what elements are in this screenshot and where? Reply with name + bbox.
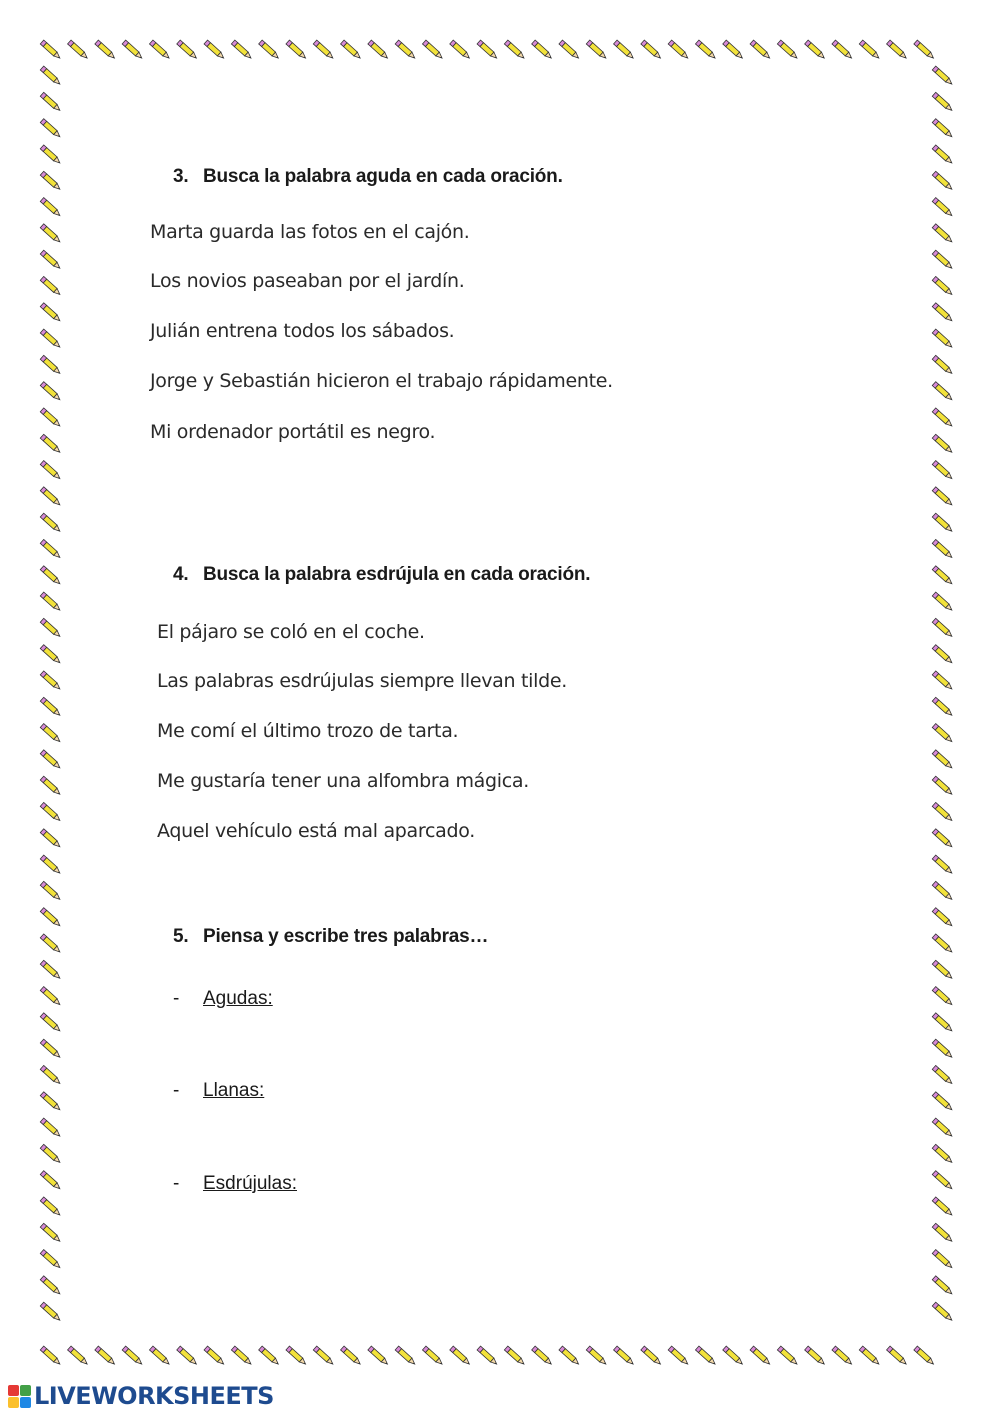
pencil-icon — [40, 566, 61, 586]
pencil-icon — [932, 487, 953, 507]
pencil-icon — [932, 855, 953, 875]
pencil-icon — [40, 802, 61, 822]
pencil-icon — [932, 776, 953, 796]
pencil-icon — [395, 40, 416, 60]
pencil-icon — [887, 1346, 908, 1366]
pencil-icon — [932, 382, 953, 402]
pencil-icon — [932, 566, 953, 586]
pencil-icon — [313, 40, 334, 60]
pencil-icon — [504, 40, 525, 60]
pencil-icon — [668, 40, 689, 60]
pencil-icon — [68, 1346, 89, 1366]
pencil-icon — [723, 40, 744, 60]
pencil-icon — [932, 355, 953, 375]
pencil-icon — [559, 40, 580, 60]
pencil-border-left — [40, 66, 61, 1322]
section-3-sentence-4: Jorge y Sebastián hicieron el trabajo rápidamente. — [150, 370, 613, 392]
pencil-icon — [805, 40, 826, 60]
pencil-icon — [932, 1171, 953, 1191]
pencil-icon — [859, 1346, 880, 1366]
pencil-icon — [586, 1346, 607, 1366]
pencil-icon — [695, 1346, 716, 1366]
section-4-sentence-3: Me comí el último trozo de tarta. — [157, 720, 459, 742]
pencil-icon — [40, 250, 61, 270]
pencil-icon — [40, 1197, 61, 1217]
pencil-icon — [932, 829, 953, 849]
pencil-icon — [932, 1276, 953, 1296]
pencil-icon — [40, 697, 61, 717]
pencil-icon — [95, 40, 116, 60]
pencil-icon — [450, 40, 471, 60]
pencil-icon — [932, 618, 953, 638]
pencil-icon — [932, 1250, 953, 1270]
section-3-sentence-3: Julián entrena todos los sábados. — [150, 320, 455, 342]
pencil-icon — [40, 1171, 61, 1191]
section-4-sentence-4: Me gustaría tener una alfombra mágica. — [157, 770, 529, 792]
pencil-icon — [932, 802, 953, 822]
section-4-heading — [173, 564, 590, 586]
pencil-icon — [40, 645, 61, 665]
pencil-icon — [40, 355, 61, 375]
logo-grid-icon — [8, 1385, 31, 1408]
pencil-icon — [40, 224, 61, 244]
pencil-icon — [559, 1346, 580, 1366]
pencil-icon — [40, 1223, 61, 1243]
pencil-icon — [932, 539, 953, 559]
pencil-icon — [932, 66, 953, 86]
section-3-sentence-2: Los novios paseaban por el jardín. — [150, 270, 465, 292]
pencil-icon — [313, 1346, 334, 1366]
section-4-number: 4. — [173, 564, 189, 585]
pencil-icon — [395, 1346, 416, 1366]
bullet-dash: - — [173, 1080, 180, 1101]
section-3-number: 3. — [173, 166, 189, 187]
pencil-icon — [40, 408, 61, 428]
pencil-icon — [422, 1346, 443, 1366]
pencil-icon — [68, 40, 89, 60]
pencil-icon — [668, 1346, 689, 1366]
pencil-icon — [40, 1346, 61, 1366]
answer-label-agudas: Agudas: — [203, 988, 273, 1009]
pencil-icon — [932, 171, 953, 191]
section-3-heading — [173, 166, 563, 188]
answer-row-llanas[interactable] — [173, 1080, 264, 1102]
pencil-icon — [932, 750, 953, 770]
pencil-icon — [932, 724, 953, 744]
answer-label-llanas: Llanas: — [203, 1080, 265, 1101]
pencil-icon — [723, 1346, 744, 1366]
pencil-icon — [204, 40, 225, 60]
pencil-icon — [932, 908, 953, 928]
pencil-icon — [40, 487, 61, 507]
pencil-icon — [932, 461, 953, 481]
pencil-icon — [887, 40, 908, 60]
section-3-title: Busca la palabra aguda en cada oración. — [203, 166, 563, 187]
pencil-icon — [40, 724, 61, 744]
pencil-icon — [231, 40, 252, 60]
pencil-icon — [832, 1346, 853, 1366]
pencil-icon — [40, 829, 61, 849]
pencil-icon — [614, 1346, 635, 1366]
pencil-icon — [932, 881, 953, 901]
pencil-icon — [641, 40, 662, 60]
logo-square-green — [20, 1385, 31, 1396]
section-3-sentence-1: Marta guarda las fotos en el cajón. — [150, 221, 470, 243]
pencil-icon — [40, 1065, 61, 1085]
pencil-icon — [932, 276, 953, 296]
pencil-icon — [286, 40, 307, 60]
pencil-icon — [932, 987, 953, 1007]
pencil-icon — [422, 40, 443, 60]
pencil-border-bottom — [40, 1346, 935, 1366]
pencil-icon — [40, 592, 61, 612]
pencil-icon — [368, 1346, 389, 1366]
logo-square-blue — [20, 1397, 31, 1408]
pencil-icon — [286, 1346, 307, 1366]
pencil-icon — [777, 40, 798, 60]
pencil-icon — [122, 1346, 143, 1366]
pencil-icon — [40, 855, 61, 875]
pencil-icon — [40, 461, 61, 481]
pencil-icon — [477, 1346, 498, 1366]
section-5-heading — [173, 926, 488, 948]
bullet-dash: - — [173, 1173, 180, 1194]
bullet-dash: - — [173, 988, 180, 1009]
pencil-icon — [40, 539, 61, 559]
section-4-title: Busca la palabra esdrújula en cada oración. — [203, 564, 591, 585]
pencil-icon — [40, 881, 61, 901]
pencil-icon — [932, 513, 953, 533]
pencil-icon — [40, 750, 61, 770]
pencil-icon — [932, 1197, 953, 1217]
pencil-icon — [504, 1346, 525, 1366]
pencil-icon — [40, 145, 61, 165]
pencil-icon — [750, 1346, 771, 1366]
pencil-icon — [777, 1346, 798, 1366]
pencil-icon — [368, 40, 389, 60]
pencil-icon — [932, 697, 953, 717]
pencil-icon — [932, 119, 953, 139]
pencil-icon — [204, 1346, 225, 1366]
pencil-icon — [122, 40, 143, 60]
section-3-sentence-5: Mi ordenador portátil es negro. — [150, 421, 436, 443]
logo-square-yellow — [8, 1397, 19, 1408]
pencil-icon — [932, 92, 953, 112]
pencil-icon — [40, 276, 61, 296]
pencil-icon — [177, 40, 198, 60]
pencil-icon — [40, 960, 61, 980]
pencil-icon — [932, 434, 953, 454]
pencil-icon — [40, 382, 61, 402]
pencil-icon — [532, 1346, 553, 1366]
pencil-icon — [259, 1346, 280, 1366]
pencil-icon — [932, 592, 953, 612]
pencil-icon — [40, 671, 61, 691]
pencil-icon — [695, 40, 716, 60]
pencil-icon — [805, 1346, 826, 1366]
pencil-icon — [40, 987, 61, 1007]
pencil-icon — [932, 1039, 953, 1059]
pencil-icon — [450, 1346, 471, 1366]
pencil-icon — [40, 1276, 61, 1296]
pencil-icon — [477, 40, 498, 60]
section-4-sentence-1: El pájaro se coló en el coche. — [157, 621, 425, 643]
answer-row-esdrujulas[interactable] — [173, 1173, 297, 1195]
pencil-icon — [932, 645, 953, 665]
pencil-icon — [231, 1346, 252, 1366]
pencil-icon — [40, 171, 61, 191]
pencil-icon — [932, 1223, 953, 1243]
pencil-icon — [341, 40, 362, 60]
section-4-sentence-2: Las palabras esdrújulas siempre llevan tilde. — [157, 670, 568, 692]
pencil-icon — [40, 1118, 61, 1138]
pencil-icon — [932, 198, 953, 218]
pencil-icon — [40, 908, 61, 928]
pencil-icon — [932, 1144, 953, 1164]
pencil-icon — [932, 1065, 953, 1085]
pencil-icon — [532, 40, 553, 60]
pencil-icon — [259, 40, 280, 60]
pencil-icon — [40, 513, 61, 533]
pencil-icon — [40, 66, 61, 86]
pencil-icon — [932, 1013, 953, 1033]
pencil-icon — [40, 934, 61, 954]
pencil-icon — [932, 145, 953, 165]
pencil-icon — [932, 1092, 953, 1112]
pencil-icon — [932, 960, 953, 980]
pencil-icon — [914, 1346, 935, 1366]
logo-text: LIVEWORKSHEETS — [34, 1382, 274, 1410]
pencil-icon — [40, 1144, 61, 1164]
pencil-icon — [341, 1346, 362, 1366]
pencil-icon — [641, 1346, 662, 1366]
pencil-icon — [586, 40, 607, 60]
pencil-icon — [40, 119, 61, 139]
pencil-icon — [932, 303, 953, 323]
liveworksheets-logo[interactable] — [8, 1381, 274, 1411]
answer-row-agudas[interactable] — [173, 988, 273, 1010]
pencil-icon — [40, 40, 61, 60]
section-4-sentence-5: Aquel vehículo está mal aparcado. — [157, 820, 475, 842]
pencil-icon — [932, 329, 953, 349]
pencil-icon — [932, 1118, 953, 1138]
pencil-icon — [40, 1039, 61, 1059]
pencil-icon — [40, 618, 61, 638]
pencil-icon — [40, 92, 61, 112]
pencil-icon — [40, 198, 61, 218]
pencil-icon — [914, 40, 935, 60]
pencil-icon — [40, 776, 61, 796]
pencil-icon — [932, 224, 953, 244]
pencil-icon — [932, 671, 953, 691]
section-5-number: 5. — [173, 926, 189, 947]
pencil-icon — [40, 434, 61, 454]
pencil-border-right — [932, 66, 953, 1322]
pencil-icon — [932, 408, 953, 428]
pencil-icon — [40, 329, 61, 349]
pencil-icon — [614, 40, 635, 60]
pencil-icon — [40, 1250, 61, 1270]
answer-label-esdrujulas: Esdrújulas: — [203, 1173, 297, 1194]
pencil-icon — [95, 1346, 116, 1366]
pencil-border-top — [40, 40, 935, 60]
pencil-icon — [149, 40, 170, 60]
pencil-icon — [832, 40, 853, 60]
pencil-icon — [177, 1346, 198, 1366]
pencil-icon — [40, 1302, 61, 1322]
pencil-icon — [149, 1346, 170, 1366]
pencil-icon — [932, 934, 953, 954]
pencil-icon — [859, 40, 880, 60]
pencil-icon — [932, 250, 953, 270]
section-5-title: Piensa y escribe tres palabras… — [203, 926, 489, 947]
logo-square-red — [8, 1385, 19, 1396]
pencil-icon — [40, 303, 61, 323]
pencil-icon — [40, 1013, 61, 1033]
pencil-icon — [932, 1302, 953, 1322]
pencil-icon — [40, 1092, 61, 1112]
pencil-icon — [750, 40, 771, 60]
